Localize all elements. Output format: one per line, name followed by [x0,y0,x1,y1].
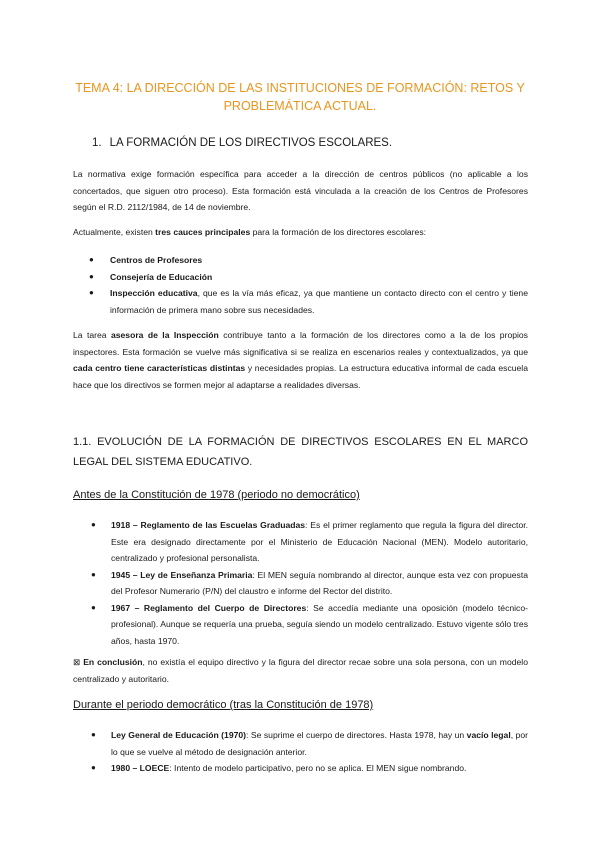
text-run: Actualmente, existen [73,227,156,237]
list-item-text: : Se accedía mediante una oposición (modelo técnico-profesional). Aunque se requería una prueba, seguía siendo un modelo centralizado. Estuvo vigente sólo tres años, hasta 1970. [111,602,528,646]
subsection-heading-democratic: Durante el periodo democrático (tras la Constitución de 1978) [73,699,374,711]
section-1-heading-text: LA FORMACIÓN DE LOS DIRECTIVOS ESCOLARES. [109,137,393,149]
subsection-heading-pre-1978: Antes de la Constitución de 1978 (periodo no democrático) [73,489,360,501]
text-run: para la formación de los directores escolares: [250,227,427,237]
text-run: La tarea [73,330,111,340]
list-item-label: 1980 – LOECE [111,763,170,773]
checkbox-icon: ⊠ [73,657,81,667]
paragraph-cauces [73,224,528,241]
list-item-text: : Se suprime el cuerpo de directores. Hasta 1978, hay un [246,730,467,740]
cauces-list [73,252,528,318]
bullet-icon: ● [91,730,96,739]
list-item-label: Ley General de Educación (1970) [111,730,247,740]
bullet-icon: ● [89,271,94,281]
paragraph-inspeccion [73,327,528,393]
bullet-icon: ● [91,569,96,579]
bullet-icon: ● [89,288,94,297]
bullet-icon: ● [91,520,96,529]
list-item [91,727,528,760]
text-run: contribuye tanto a la formación de los directores como a la de los propios inspectores. Esta formación se vuelve más significativa si se realiza en escenarios reales y contextualizados, ya que [73,330,528,357]
list-item-label: 1918 – Reglamento de las Escuelas Graduadas [111,520,306,530]
bullet-icon: ● [91,602,96,612]
list-item [91,600,528,650]
list-item [73,285,528,318]
list-item [91,760,528,777]
bold-run: tres cauces principales [155,227,251,237]
list-item-label: 1967 – Reglamento del Cuerpo de Directores [111,602,307,613]
text-run: , no existía el equipo directivo y la figura del director recae sobre una sola persona, con un modelo centralizado y autoritario. [73,657,528,684]
bullet-icon: ● [89,255,94,264]
list-item-text: : El MEN seguía nombrando al director, aunque esta vez con propuesta del Profesor Numerario (P/N) del claustro e informe del Rector del distrito. [111,569,528,596]
pre-1978-list [91,517,528,649]
list-item-text: : Es el primer reglamento que regula la figura del director. Este era designado directamente por el Ministerio de Educación Nacional (MEN). Modelo autoritario, centralizado y profesional personalista. [111,520,528,563]
bold-run: En conclusión [83,657,143,667]
paragraph-conclusion [73,654,528,687]
list-item-text: , por lo que se vuelve al método de designación anterior. [111,730,528,757]
list-item [73,269,528,286]
section-1-1-heading: 1.1. EVOLUCIÓN DE LA FORMACIÓN DE DIRECTIVOS ESCOLARES EN EL MARCO LEGAL DEL SISTEMA EDUCATIVO. [73,436,528,468]
section-number: 1. [92,137,102,149]
list-item-label: Inspección educativa [110,288,198,298]
list-item-label: Centros de Profesores [110,255,203,265]
list-item-label: Consejería de Educación [110,271,213,282]
democratic-list [91,727,528,777]
bold-run: vacío legal [466,730,511,740]
paragraph-normativa: La normativa exige formación específica para acceder a la dirección de centros públicos (no aplicable a los concertados, que siguen otro proceso). Esta formación está vinculada a la creación de los Centros de Profesores según el R.D. 2112/1984, de 14 de noviembre. [73,169,528,212]
section-1-heading [92,137,392,149]
list-item [91,567,528,600]
list-item-label: 1945 – Ley de Enseñanza Primaria [111,569,253,580]
bullet-icon: ● [91,763,96,772]
list-item-text: : Intento de modelo participativo, pero no se aplica. El MEN sigue nombrando. [169,763,467,773]
bold-run: asesora de la Inspección [110,330,219,340]
list-item-text: , que es la vía más eficaz, ya que mantiene un contacto directo con el centro y tiene información de primera mano sobre sus necesidades. [110,288,528,315]
list-item [91,517,528,567]
bold-run: cada centro tiene características distintas [73,363,246,373]
list-item [73,252,528,269]
document-title: TEMA 4: LA DIRECCIÓN DE LAS INSTITUCIONES DE FORMACIÓN: RETOS Y PROBLEMÁTICA ACTUAL. [75,81,525,113]
text-run: y necesidades propias. La estructura educativa informal de cada escuela hace que los directivos se formen mejor al adaptarse a realidades diversas. [73,363,528,390]
